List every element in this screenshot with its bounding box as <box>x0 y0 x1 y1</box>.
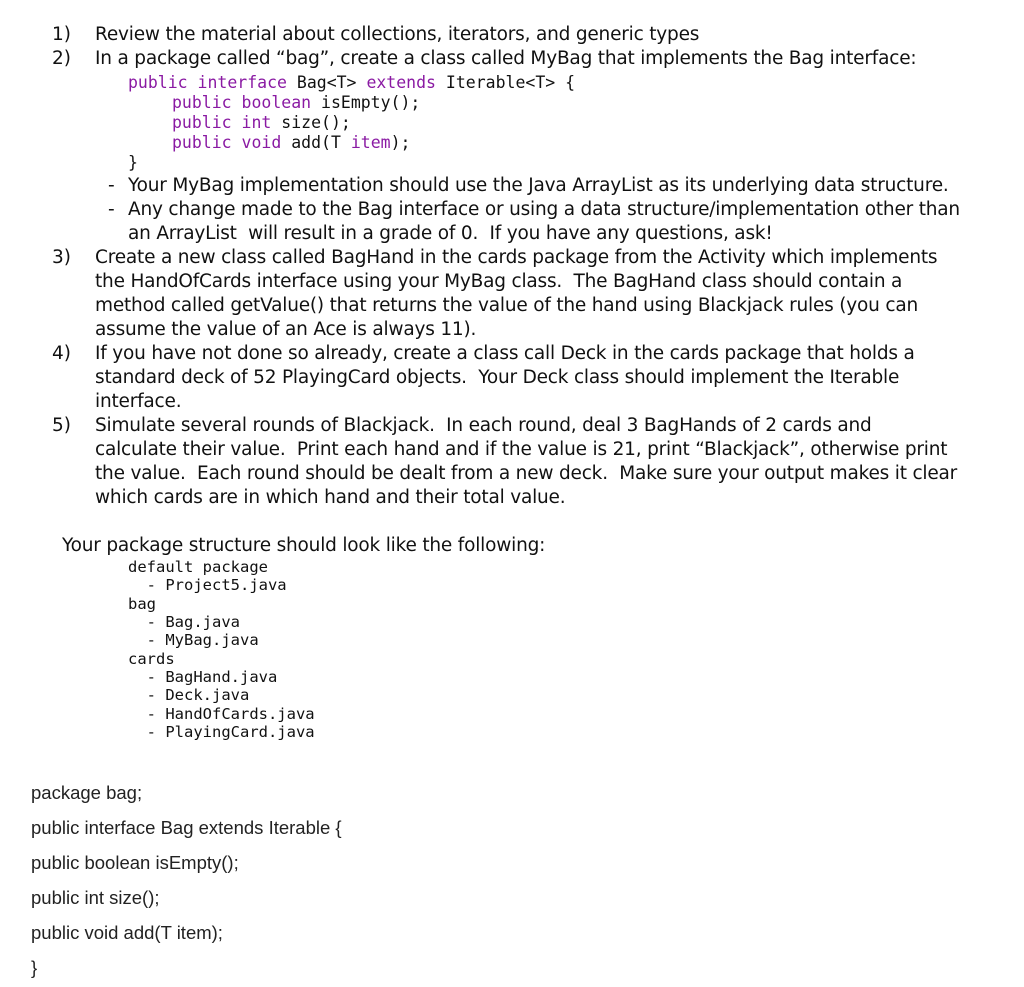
code-text: Bag<T> <box>286 73 367 92</box>
step-3-number: 3) <box>52 247 71 268</box>
code-line-isempty <box>172 93 420 113</box>
step-4-text-line-1: If you have not done so already, create a class call Deck in the cards package that holds a <box>95 343 915 364</box>
pasted-code-line: package bag; <box>31 782 143 803</box>
note-2-text-line-1: Any change made to the Bag interface or using a data structure/implementation other than <box>128 199 960 220</box>
code-keyword: extends <box>366 73 436 92</box>
tree-item: - MyBag.java <box>128 631 259 649</box>
note-2-text-line-2: an ArrayList will result in a grade of 0. If you have any questions, ask! <box>128 223 773 244</box>
code-keyword: public void <box>172 133 282 152</box>
step-3-text-line-1: Create a new class called BagHand in the cards package from the Activity which implements <box>95 247 938 268</box>
pasted-code-line: public interface Bag extends Iterable { <box>31 817 342 838</box>
step-3-text-line-3: method called getValue() that returns the value of the hand using Blackjack rules (you can <box>95 295 919 316</box>
code-keyword: item <box>350 133 391 152</box>
tree-item: cards <box>128 650 175 668</box>
pasted-code-line: public int size(); <box>31 887 160 908</box>
tree-item: - HandOfCards.java <box>128 705 315 723</box>
code-text: size(); <box>271 113 351 132</box>
note-2-dash: - <box>108 199 115 220</box>
tree-item: - Project5.java <box>128 576 287 594</box>
code-line-close: } <box>128 153 138 172</box>
code-keyword: public interface <box>128 73 287 92</box>
code-text: ); <box>390 133 411 152</box>
step-1-number: 1) <box>52 24 71 45</box>
step-5-text-line-2: calculate their value. Print each hand and if the value is 21, print “Blackjack”, otherwise print <box>95 439 948 460</box>
step-5-text-line-4: which cards are in which hand and their total value. <box>95 487 566 508</box>
step-5-text-line-1: Simulate several rounds of Blackjack. In each round, deal 3 BagHands of 2 cards and <box>95 415 872 436</box>
step-2-text: In a package called “bag”, create a class called MyBag that implements the Bag interface: <box>95 48 917 69</box>
code-line-size <box>172 113 351 133</box>
note-1-text: Your MyBag implementation should use the Java ArrayList as its underlying data structure. <box>128 175 949 196</box>
code-line-add <box>172 133 410 153</box>
tree-item: - Deck.java <box>128 686 250 704</box>
tree-item: - PlayingCard.java <box>128 723 315 741</box>
step-1-text: Review the material about collections, iterators, and generic types <box>95 24 700 45</box>
step-4-number: 4) <box>52 343 71 364</box>
pasted-code-line: public boolean isEmpty(); <box>31 852 239 873</box>
step-3-text-line-4: assume the value of an Ace is always 11). <box>95 319 477 340</box>
pasted-code-line: } <box>31 957 38 978</box>
code-keyword: public int <box>172 113 272 132</box>
tree-item: - Bag.java <box>128 613 240 631</box>
code-text: add(T <box>281 133 351 152</box>
step-4-text-line-3: interface. <box>95 391 182 412</box>
tree-item: - BagHand.java <box>128 668 278 686</box>
code-keyword: public boolean <box>172 93 312 112</box>
pasted-code-line: public void add(T item); <box>31 922 223 943</box>
structure-intro: Your package structure should look like the following: <box>62 535 546 556</box>
tree-item: bag <box>128 595 156 613</box>
tree-item: default package <box>128 558 268 576</box>
step-2-number: 2) <box>52 48 71 69</box>
code-text: Iterable<T> { <box>435 73 576 92</box>
step-5-number: 5) <box>52 415 71 436</box>
code-text: isEmpty(); <box>311 93 421 112</box>
code-line-interface <box>128 73 575 93</box>
step-5-text-line-3: the value. Each round should be dealt from a new deck. Make sure your output makes it clear <box>95 463 958 484</box>
note-1-dash: - <box>108 175 115 196</box>
step-3-text-line-2: the HandOfCards interface using your MyBag class. The BagHand class should contain a <box>95 271 903 292</box>
step-4-text-line-2: standard deck of 52 PlayingCard objects. Your Deck class should implement the Iterable <box>95 367 900 388</box>
